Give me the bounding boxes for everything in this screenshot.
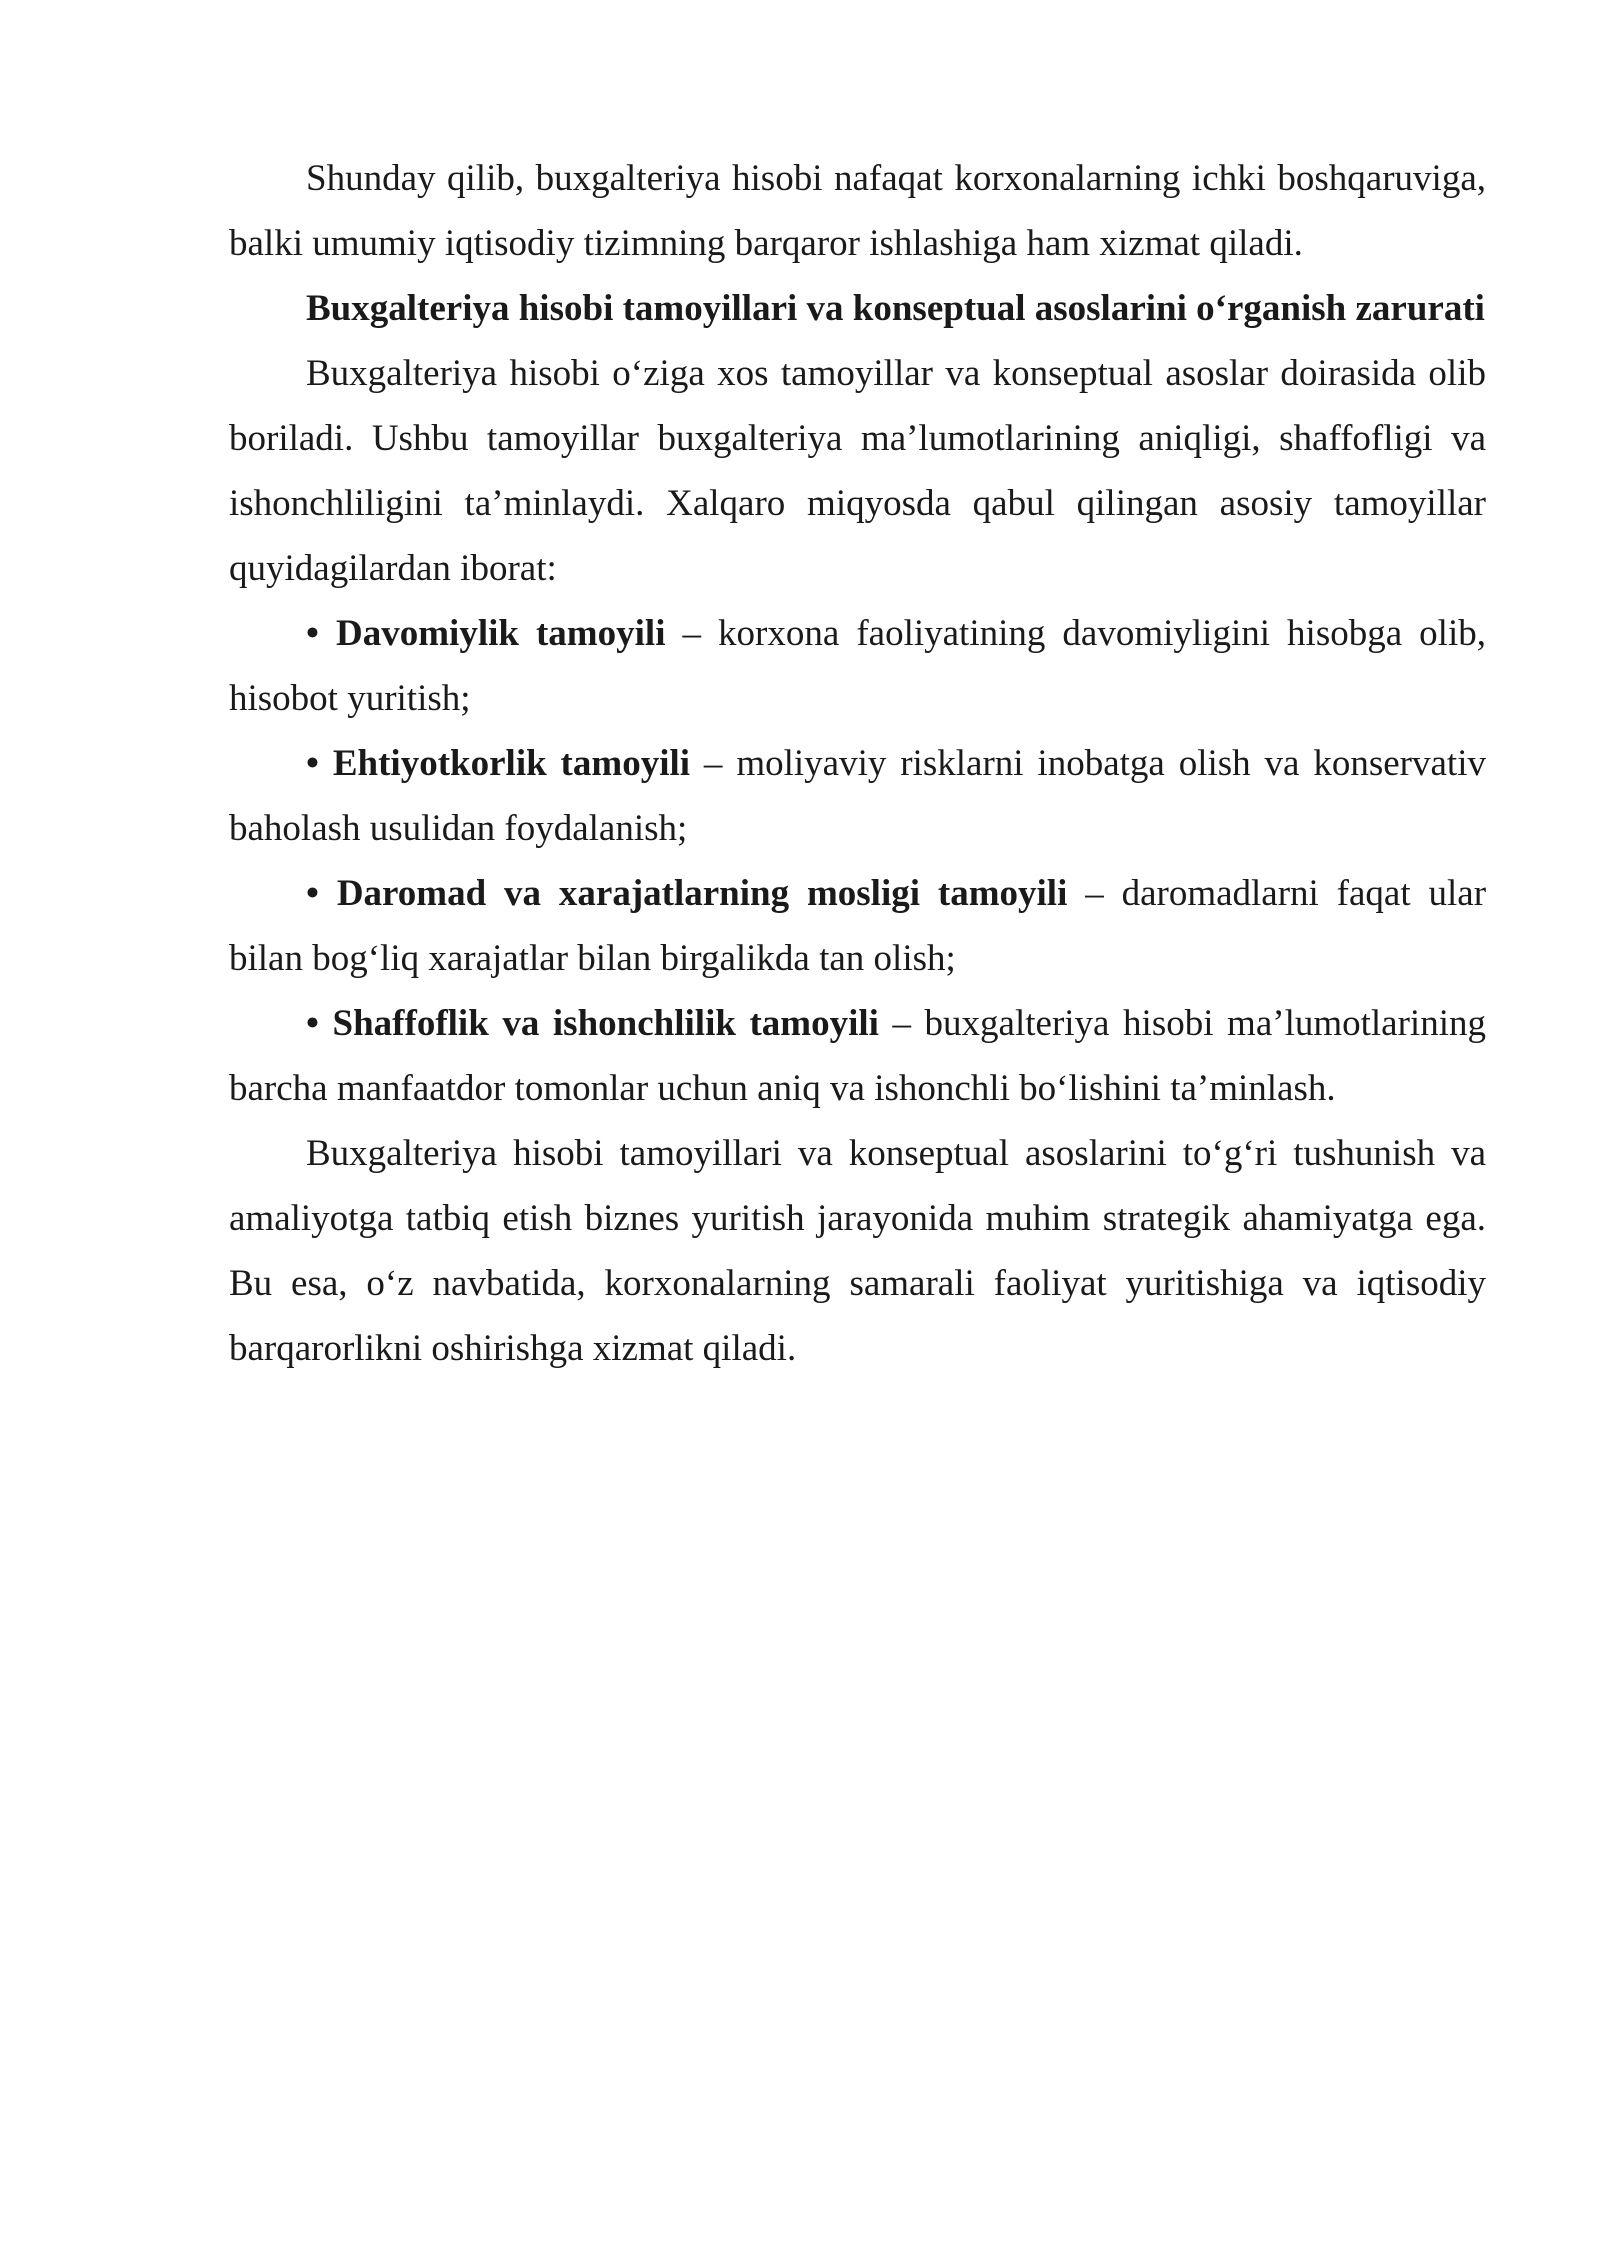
principle-term: Daromad va xarajatlarning mosligi tamoyili [336, 873, 1068, 914]
principle-term: Shaffoflik va ishonchlilik tamoyili [332, 1003, 879, 1044]
bullet-icon: • [306, 873, 319, 914]
principle-term: Davomiylik tamoyili [336, 613, 666, 654]
principle-item [229, 601, 1486, 731]
page-content [229, 146, 1486, 1381]
closing-paragraph: Buxgalteriya hisobi tamoyillari va konseptual asoslarini to‘g‘ri tushunish va amaliyotga tatbiq etish biznes yuritish jarayonida muhim strategik ahamiyatga ega. Bu esa, o‘z navbatida, korxonalarning samarali faoliyat yuritishiga va iqtisodiy barqarorlikni oshirishga xizmat qiladi. [229, 1133, 1486, 1369]
bullet-icon: • [306, 743, 319, 784]
section-heading: Buxgalteriya hisobi tamoyillari va konseptual asoslarini o‘rganish zarurati [306, 288, 1485, 329]
principle-description: – korxona faoliyatining davomiyligini hisobga olib, hisobot yuritish; [229, 613, 1486, 719]
principles-intro-paragraph: Buxgalteriya hisobi o‘ziga xos tamoyillar va konseptual asoslar doirasida olib boriladi. Ushbu tamoyillar buxgalteriya ma’lumotlarining aniqligi, shaffofligi va ishonchliligini ta’minlaydi. Xalqaro miqyosda qabul qilingan asosiy tamoyillar quyidagilardan iborat: [229, 353, 1486, 589]
bullet-icon: • [306, 1003, 319, 1044]
principle-item [229, 731, 1486, 861]
principle-term: Ehtiyotkorlik tamoyili [332, 743, 691, 784]
principle-description: – moliyaviy risklarni inobatga olish va konservativ baholash usulidan foydalanish; [229, 743, 1486, 849]
principle-description: – buxgalteriya hisobi ma’lumotlarining barcha manfaatdor tomonlar uchun aniq va ishonchli bo‘lishini ta’minlash. [229, 1003, 1486, 1109]
intro-conclusion-paragraph: Shunday qilib, buxgalteriya hisobi nafaqat korxonalarning ichki boshqaruviga, balki umumiy iqtisodiy tizimning barqaror ishlashiga ham xizmat qiladi. [229, 158, 1486, 264]
bullet-icon: • [306, 613, 319, 654]
principle-description: – daromadlarni faqat ular bilan bog‘liq xarajatlar bilan birgalikda tan olish; [229, 873, 1487, 979]
principle-item [229, 861, 1486, 991]
principle-item [229, 991, 1486, 1121]
